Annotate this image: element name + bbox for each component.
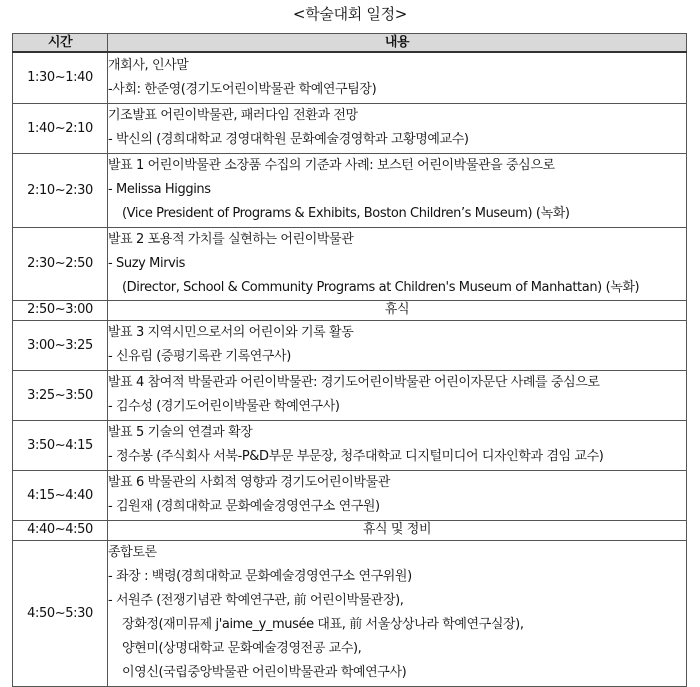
row-line: 발표 3 지역시민으로서의 어린이와 기록 활동 [108,325,354,340]
row-time: 2:10~2:30 [13,153,108,227]
row-time: 4:50~5:30 [13,540,108,686]
row-line: - 박신의 (경희대학교 경영대학원 문화예술경영학과 고황명예교수) [108,132,469,147]
row-line: 발표 5 기술의 연결과 확장 [108,425,253,440]
row-line: -사회: 한준영(경기도어린이박물관 학예연구팀장) [108,81,377,97]
header-content: 내용 [108,34,687,53]
break-label: 휴식 및 정비 [108,520,687,540]
table-header-row [13,34,687,53]
table-row [13,370,687,420]
row-time: 3:00~3:25 [13,320,108,370]
row-line: - 서원주 (전쟁기념관 학예연구관, 前 어린이박물관장), [108,593,404,608]
row-content [108,227,687,300]
row-content [108,52,687,103]
row-time: 4:40~4:50 [13,520,108,540]
row-line: - Melissa Higgins [108,182,211,197]
row-line: 발표 1 어린이박물관 소장품 수집의 기준과 사례: 보스턴 어린이박물관을 중심으로 [108,158,555,173]
row-line: - 김원재 (경희대학교 문화예술경영연구소 연구원) [108,499,380,514]
row-line: - 좌장 : 백령(경희대학교 문화예술경영연구소 연구위원) [108,569,412,584]
row-content [108,470,687,520]
row-line: (Vice President of Programs & Exhibits, Boston Children’s Museum) (녹화) [122,206,570,221]
table-row [13,320,687,370]
table-row [13,153,687,227]
row-line: 발표 6 박물관의 사회적 영향과 경기도어린이박물관 [108,475,390,490]
table-row [13,420,687,470]
row-content [108,320,687,370]
table-row [13,300,687,320]
row-content [108,103,687,153]
row-line: 종합토론 [108,545,157,560]
row-line: - Suzy Mirvis [108,255,186,271]
row-line: - 김수성 (경기도어린이박물관 학예연구사) [108,399,340,414]
header-time: 시간 [13,34,108,53]
row-line: 양현미(상명대학교 문화예술경영전공 교수), [122,641,362,656]
row-content [108,540,687,686]
row-content [108,370,687,420]
row-time: 3:25~3:50 [13,370,108,420]
table-row [13,52,687,103]
row-line: 발표 4 참여적 박물관과 어린이박물관: 경기도어린이박물관 어린이자문단 사례를 중심으로 [108,375,600,390]
row-time: 1:40~2:10 [13,103,108,153]
table-row [13,520,687,540]
row-content [108,153,687,227]
schedule-table [12,33,687,687]
row-time: 3:50~4:15 [13,420,108,470]
row-line: - 정수봉 (주식회사 서북-P&D부문 부문장, 청주대학교 디지털미디어 디자인학과 겸임 교수) [108,449,604,464]
table-row [13,227,687,300]
row-time: 2:30~2:50 [13,227,108,300]
row-line: 이영신(국립중앙박물관 어린이박물관과 학예연구사) [122,665,407,680]
row-line: (Director, School & Community Programs at Children's Museum of Manhattan) (녹화) [122,279,640,295]
row-time: 1:30~1:40 [13,52,108,103]
row-line: 개회사, 인사말 [108,57,189,73]
row-content [108,420,687,470]
row-line: 발표 2 포용적 가치를 실현하는 어린이박물관 [108,231,354,247]
page-title: <학술대회 일정> [292,5,408,23]
row-line: 기조발표 어린이박물관, 패러다임 전환과 전망 [108,108,358,123]
table-row [13,470,687,520]
row-time: 2:50~3:00 [13,300,108,320]
row-line: 장화정(재미뮤제 j'aime_y_musée 대표, 前 서울상상나라 학예연구실장), [122,617,524,632]
row-line: - 신유림 (증평기록관 기록연구사) [108,349,291,364]
break-label: 휴식 [108,300,687,320]
table-row [13,540,687,686]
row-time: 4:15~4:40 [13,470,108,520]
table-row [13,103,687,153]
